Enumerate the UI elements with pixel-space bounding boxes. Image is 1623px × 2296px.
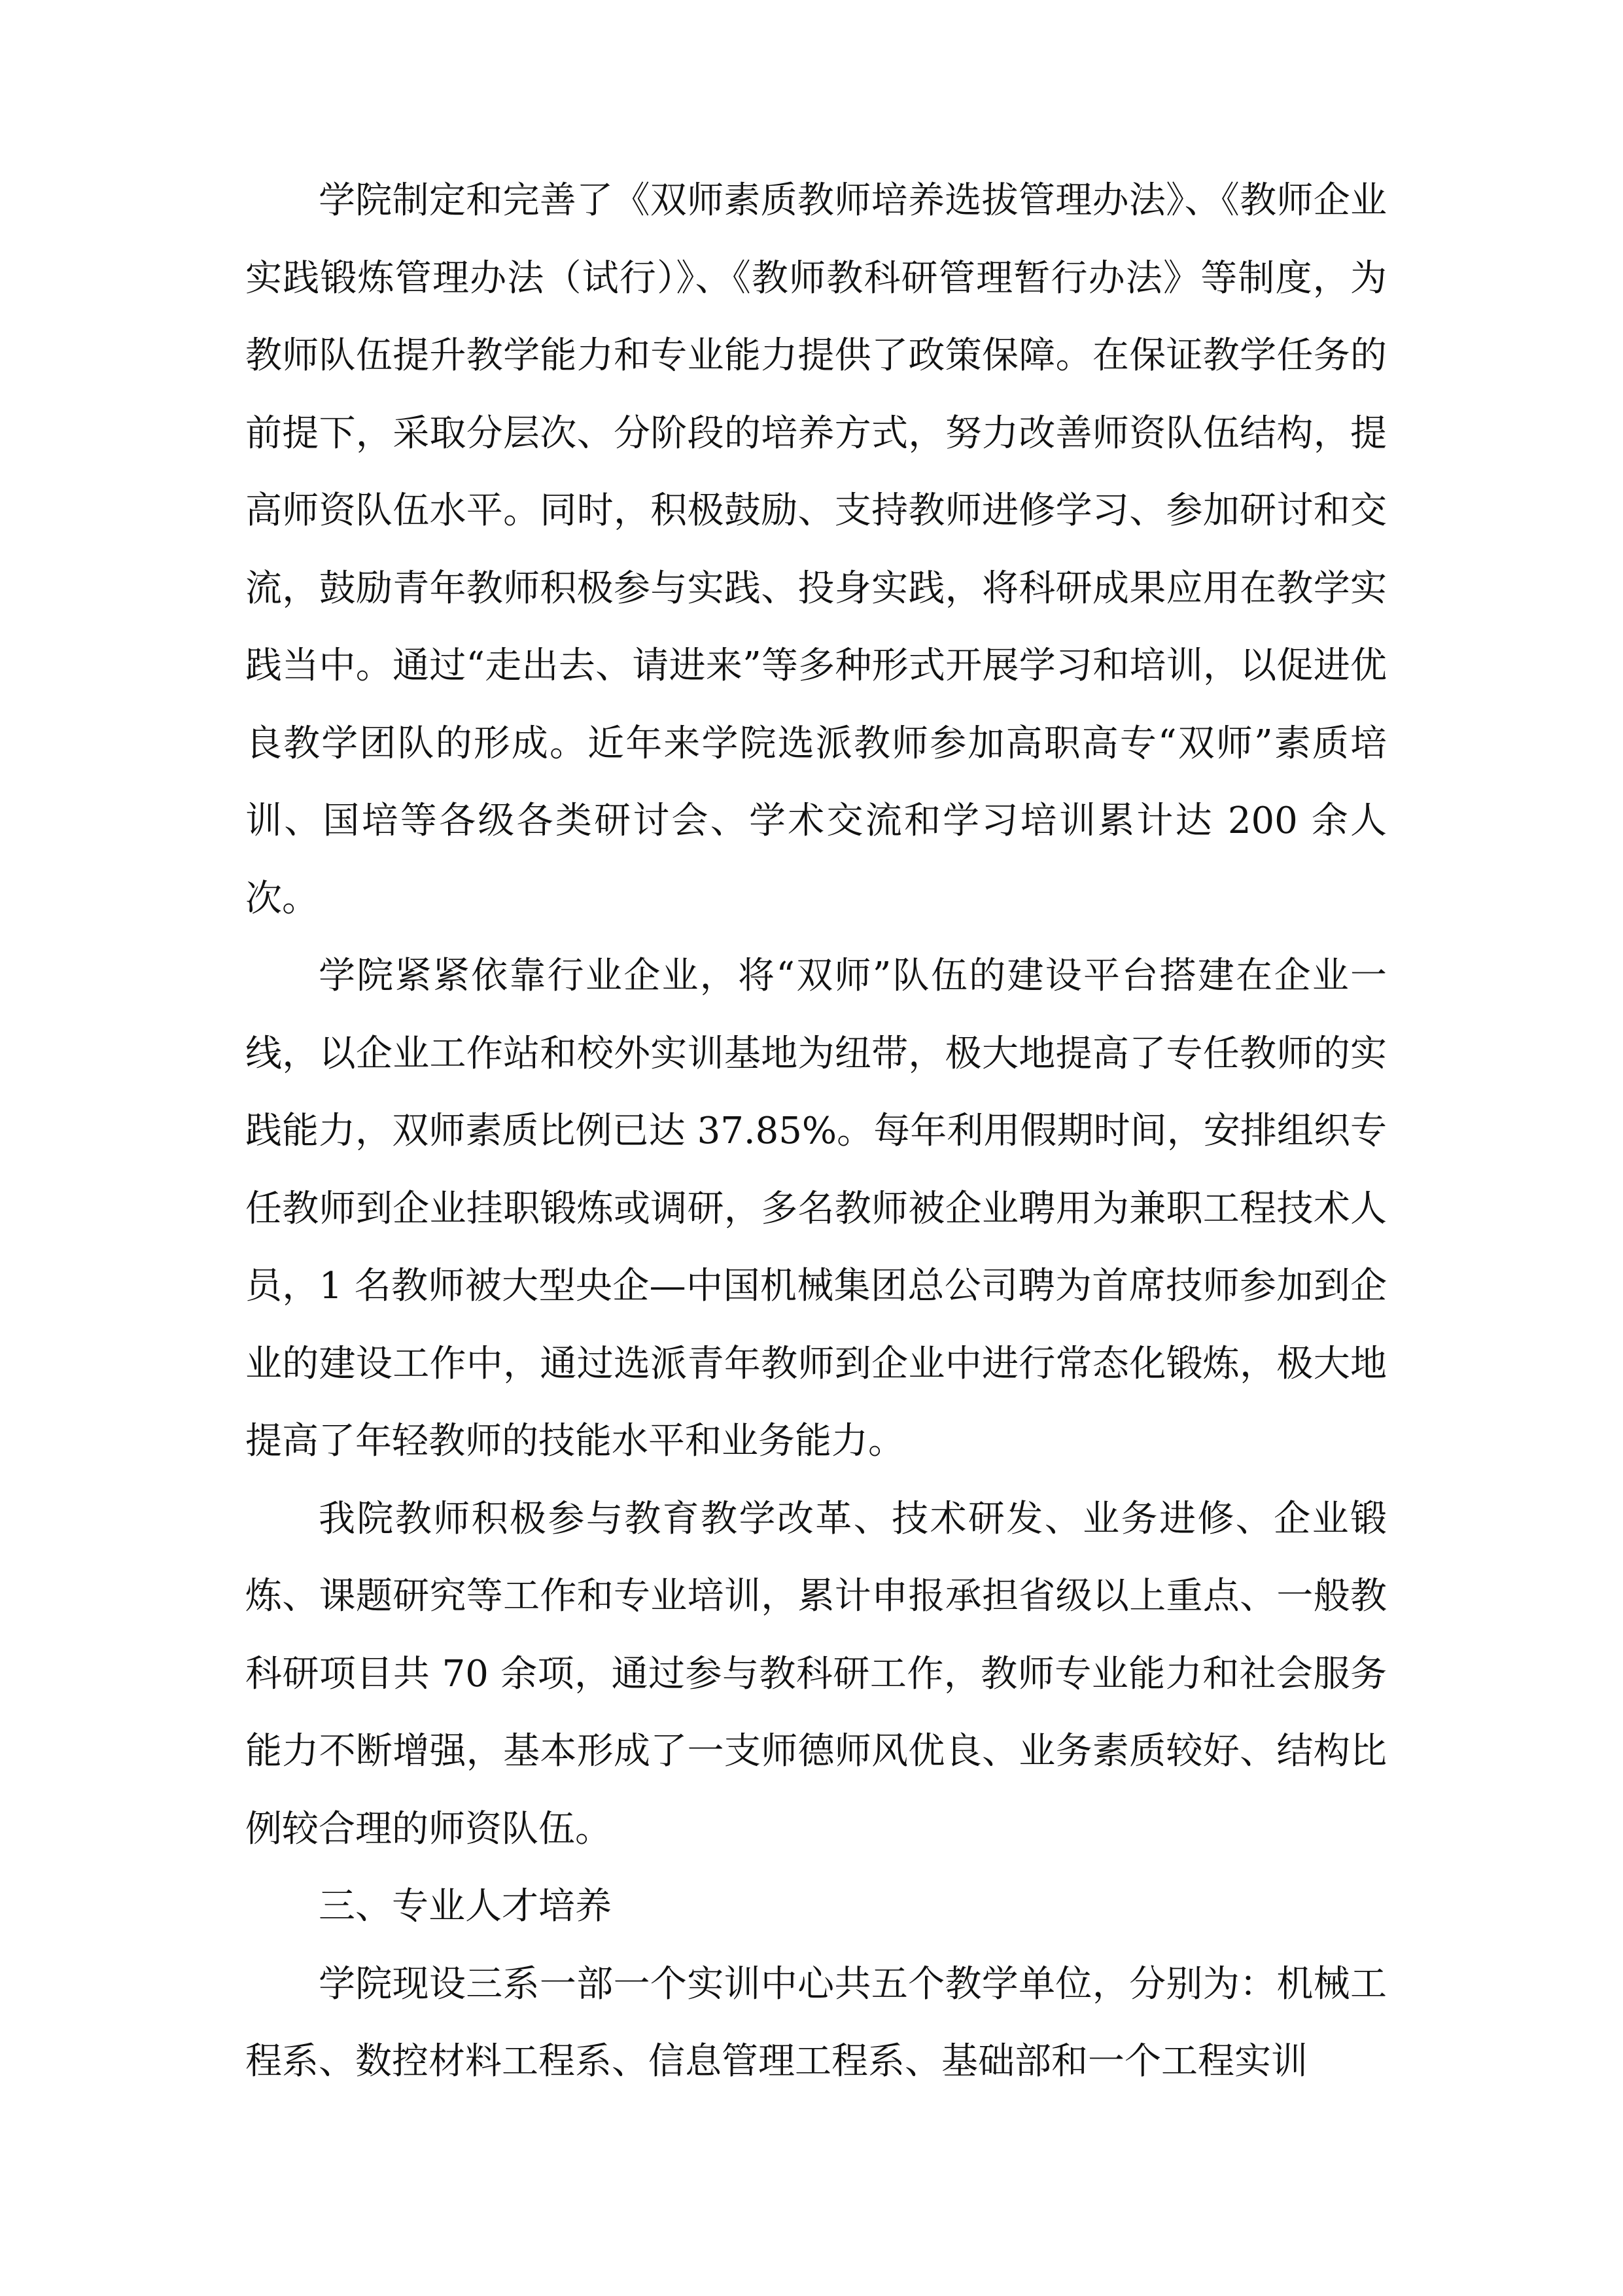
- paragraph-dual-teacher-enterprise: 学院紧紧依靠行业企业，将“双师”队伍的建设平台搭建在企业一线，以企业工作站和校外实训基地为纽带，极大地提高了专任教师的实践能力，双师素质比例已达 37.85%。每年利用假期时间，安排组织专任教师到企业挂职锻炼或调研，多名教师被企业聘用为兼职工程技术人员，1 名教师被大型央企—中国机械集团总公司聘为首席技师参加到企业的建设工作中，通过选派青年教师到企业中进行常态化锻炼，极大地提高了年轻教师的技能水平和业务能力。: [245, 955, 1387, 1462]
- paragraph-teacher-training-policy: 学院制定和完善了《双师素质教师培养选拔管理办法》、《教师企业实践锻炼管理办法（试行）》、《教师教科研管理暂行办法》等制度，为教师队伍提升教学能力和专业能力提供了政策保障。在保证教学任务的前提下，采取分层次、分阶段的培养方式，努力改善师资队伍结构，提高师资队伍水平。同时，积极鼓励、支持教师进修学习、参加研讨和交流，鼓励青年教师积极参与实践、投身实践，将科研成果应用在教学实践当中。通过“走出去、请进来”等多种形式开展学习和培训，以促进优良教学团队的形成。近年来学院选派教师参加高职高专“双师”素质培训、国培等各级各类研讨会、学术交流和学习培训累计达 200 余人次。: [245, 179, 1387, 920]
- paragraph-teaching-units: 学院现设三系一部一个实训中心共五个教学单位，分别为：机械工程系、数控材料工程系、信息管理工程系、基础部和一个工程实训: [245, 1962, 1387, 2083]
- paragraph-teacher-research: 我院教师积极参与教育教学改革、技术研发、业务进修、企业锻炼、课题研究等工作和专业培训，累计申报承担省级以上重点、一般教科研项目共 70 余项，通过参与教科研工作，教师专业能力和社会服务能力不断增强，基本形成了一支师德师风优良、业务素质较好、结构比例较合理的师资队伍。: [245, 1497, 1387, 1850]
- section-heading: 三、专业人才培养: [319, 1885, 612, 1928]
- body-text: [245, 162, 1387, 2101]
